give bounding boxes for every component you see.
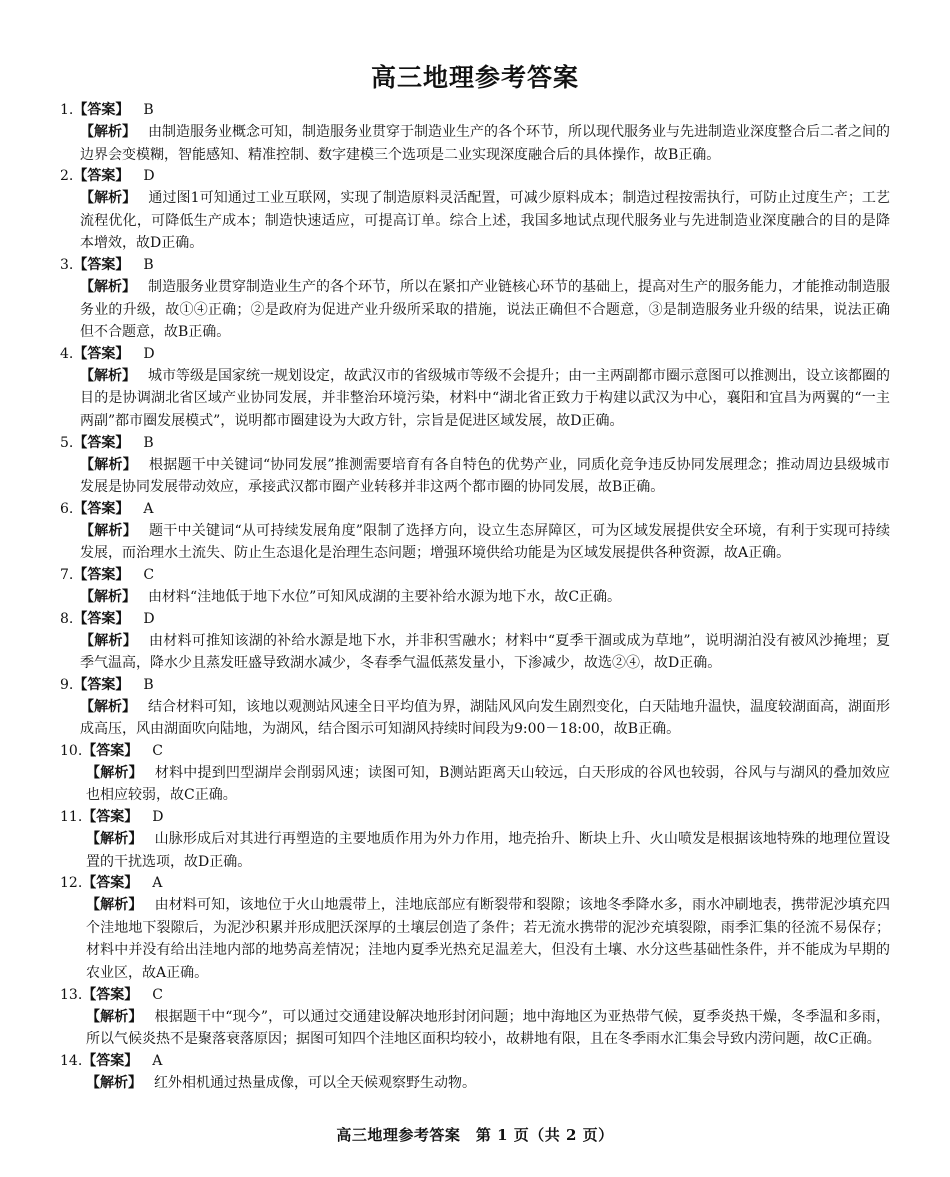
answer-line	[60, 565, 890, 586]
answer-label: 【答案】	[73, 610, 130, 627]
answer-value: A	[152, 1052, 163, 1069]
analysis-block	[80, 121, 890, 166]
analysis-block	[86, 828, 890, 873]
answer-value: C	[152, 742, 163, 759]
analysis-text: 由材料可推知该湖的补给水源是地下水，并非积雪融水；材料中“夏季干涸或成为草地”，说明湖泊没有被风沙掩埋；夏季气温高，降水少且蒸发旺盛导致湖水减少，冬春季气温低蒸发量小，下渗减少，故选②④，故D正确。	[80, 632, 891, 672]
answer-line	[60, 675, 890, 696]
analysis-label: 【解析】	[80, 124, 136, 140]
answer-line	[60, 166, 890, 187]
answer-value: D	[143, 168, 155, 185]
analysis-label: 【解析】	[86, 831, 143, 848]
analysis-text: 城市等级是国家统一规划设定，故武汉市的省级城市等级不会提升；由一主两副都市圈示意图可以推测出，设立该都圈的目的是协调湖北省区域产业协同发展，并非整治环境污染，材料中“湖北省正致力于构建以武汉为中心，襄阳和宜昌为两翼的“一主两副”都市圈发展模式”，说明都市圈建设为大政方针，宗旨是促进区域发展，故D正确。	[80, 367, 890, 429]
analysis-block	[80, 365, 890, 433]
answer-label: 【答案】	[73, 500, 130, 517]
analysis-block	[86, 1006, 890, 1051]
analysis-block	[80, 187, 890, 255]
analysis-block	[86, 894, 890, 984]
analysis-label: 【解析】	[80, 632, 137, 649]
question-number: 9.	[60, 676, 74, 693]
answer-value: B	[143, 102, 154, 118]
analysis-block	[86, 1072, 890, 1095]
answer-label: 【答案】	[82, 875, 139, 892]
question-item	[60, 255, 890, 344]
analysis-label: 【解析】	[80, 456, 137, 473]
answer-value: D	[143, 345, 155, 362]
answer-label: 【答案】	[73, 168, 130, 185]
answer-line	[60, 609, 890, 630]
question-item	[60, 985, 890, 1051]
analysis-block	[80, 696, 890, 741]
question-item	[60, 807, 890, 873]
answer-line	[60, 807, 890, 828]
question-item	[60, 100, 890, 166]
analysis-block	[80, 586, 890, 609]
answer-value: C	[143, 566, 155, 583]
question-number: 3.	[60, 256, 74, 273]
answer-value: D	[143, 610, 155, 627]
analysis-text: 由材料“洼地低于地下水位”可知风成湖的主要补给水源为地下水，故C正确。	[148, 588, 622, 605]
analysis-text: 由材料可知，该地位于火山地震带上，洼地底部应有断裂带和裂隙；该地冬季降水多，雨水冲刷地表，携带泥沙填充四个洼地地下裂隙后，为泥沙积累并形成肥沃深厚的土壤层创造了条件；若无流水携带的泥沙充填裂隙，雨季汇集的径流不易保存；材料中并没有给出洼地内部的地势高差情况；洼地内夏季光热充足温差大，但没有土壤、水分这些基础性条件，并不能成为早期的农业区，故A正确。	[86, 897, 891, 982]
question-item	[60, 675, 890, 741]
answer-line	[60, 1051, 890, 1072]
answer-line	[60, 873, 890, 894]
question-number: 6.	[60, 500, 74, 517]
answer-line	[60, 499, 890, 520]
question-number: 1.	[60, 102, 74, 118]
answer-label: 【答案】	[82, 986, 139, 1003]
answer-value: B	[143, 256, 154, 273]
analysis-block	[80, 276, 890, 344]
analysis-label: 【解析】	[86, 1074, 142, 1091]
analysis-label: 【解析】	[80, 588, 136, 605]
answer-label: 【答案】	[73, 256, 130, 273]
analysis-text: 材料中提到凹型湖岸会削弱风速；读图可知，B测站距离天山较远，白天形成的谷风也较弱，谷风与与湖风的叠加效应也相应较弱，故C正确。	[86, 764, 890, 804]
analysis-text: 根据题干中“现今”，可以通过交通建设解决地形封闭问题；地中海地区为亚热带气候，夏季炎热干燥，冬季温和多雨，所以气候炎热不是聚落衰落原因；据图可知四个洼地区面积均较小，故耕地有限，且在冬季雨水汇集会导致内涝问题，故C正确。	[86, 1008, 891, 1048]
analysis-label: 【解析】	[86, 897, 143, 914]
analysis-block	[80, 630, 890, 675]
answer-value: D	[152, 809, 164, 826]
analysis-label: 【解析】	[80, 190, 137, 207]
analysis-block	[80, 520, 890, 565]
question-number: 7.	[60, 566, 74, 583]
analysis-label: 【解析】	[86, 764, 143, 781]
answer-value: A	[143, 500, 154, 517]
analysis-text: 山脉形成后对其进行再塑造的主要地质作用为外力作用，地壳抬升、断块上升、火山喷发是根据该地特殊的地理位置设置的干扰选项，故D正确。	[86, 831, 891, 870]
answer-line	[60, 255, 890, 276]
answer-label: 【答案】	[73, 566, 130, 583]
answer-label: 【答案】	[82, 742, 139, 759]
question-number: 13.	[60, 986, 83, 1003]
question-number: 10.	[60, 742, 83, 759]
analysis-block	[86, 762, 890, 807]
page-footer: 高三地理参考答案 第 1 页（共 2 页）	[336, 1126, 614, 1144]
answer-value: A	[152, 875, 163, 892]
question-number: 12.	[60, 875, 83, 892]
question-number: 11.	[60, 809, 83, 826]
question-number: 2.	[60, 168, 74, 185]
question-item	[60, 565, 890, 609]
analysis-label: 【解析】	[80, 278, 136, 295]
question-number: 8.	[60, 610, 74, 627]
analysis-text: 由制造服务业概念可知，制造服务业贯穿于制造业生产的各个环节，所以现代服务业与先进制造业深度整合后二者之间的边界会变模糊，智能感知、精准控制、数字建模三个选项是二业实现深度融合后的具体操作，故B正确。	[80, 124, 890, 163]
question-number: 14.	[60, 1052, 83, 1069]
answer-label: 【答案】	[73, 102, 130, 118]
answer-label: 【答案】	[73, 676, 130, 693]
question-item	[60, 873, 890, 984]
answer-label: 【答案】	[82, 809, 139, 826]
answer-value: B	[143, 434, 154, 451]
answer-line	[60, 985, 890, 1006]
analysis-label: 【解析】	[80, 367, 136, 384]
answer-line	[60, 433, 890, 454]
answer-value: C	[152, 986, 163, 1003]
question-item	[60, 741, 890, 807]
answer-label: 【答案】	[82, 1052, 139, 1069]
analysis-text: 制造服务业贯穿制造业生产的各个环节，所以在紧扣产业链核心环节的基础上，提高对生产的服务能力，才能推动制造服务业的升级，故①④正确；②是政府为促进产业升级所采取的措施，说法正确但不合题意，③是制造服务业升级的结果，说法正确但不合题意，故B正确。	[80, 278, 890, 341]
analysis-text: 根据题干中关键词“协同发展”推测需要培育有各自特色的优势产业，同质化竞争违反协同发展理念；推动周边县级城市发展是协同发展带动效应，承接武汉都市圈产业转移并非这两个都市圈的协同发展，故B正确。	[80, 456, 891, 496]
analysis-text: 结合材料可知，该地以观测站风速全日平均值为界，湖陆风风向发生剧烈变化，白天陆地升温快，温度较湖面高，湖面形成高压，风由湖面吹向陆地，为湖风，结合图示可知湖风持续时间段为9:00－18:00，故B正确。	[80, 698, 890, 738]
page-title: 高三地理参考答案	[370, 63, 579, 92]
question-item	[60, 433, 890, 499]
analysis-label: 【解析】	[86, 1008, 143, 1025]
question-item	[60, 344, 890, 433]
answer-label: 【答案】	[73, 434, 130, 451]
analysis-text: 通过图1可知通过工业互联网，实现了制造原料灵活配置，可减少原料成本；制造过程按需执行，可防止过度生产；工艺流程优化，可降低生产成本；制造快速适应，可提高订单。综合上述，我国多地试点现代服务业与先进制造业深度融合的目的是降本增效，故D正确。	[80, 190, 891, 252]
question-number: 5.	[60, 434, 74, 451]
analysis-text: 红外相机通过热量成像，可以全天候观察野生动物。	[154, 1074, 476, 1091]
question-item	[60, 1051, 890, 1095]
question-list	[60, 100, 890, 1094]
question-item	[60, 609, 890, 675]
question-item	[60, 166, 890, 255]
answer-value: B	[143, 676, 154, 693]
question-item	[60, 499, 890, 565]
analysis-text: 题干中关键词“从可持续发展角度”限制了选择方向，设立生态屏障区，可为区域发展提供安全环境，有利于实现可持续发展，而治理水土流失、防止生态退化是治理生态问题；增强环境供给功能是为区域发展提供各种资源，故A正确。	[80, 522, 891, 562]
analysis-label: 【解析】	[80, 698, 136, 715]
question-number: 4.	[60, 345, 74, 362]
answer-line	[60, 344, 890, 365]
answer-line	[60, 741, 890, 762]
answer-label: 【答案】	[73, 345, 130, 362]
analysis-block	[80, 454, 890, 499]
answer-line	[60, 100, 890, 121]
analysis-label: 【解析】	[80, 522, 137, 539]
